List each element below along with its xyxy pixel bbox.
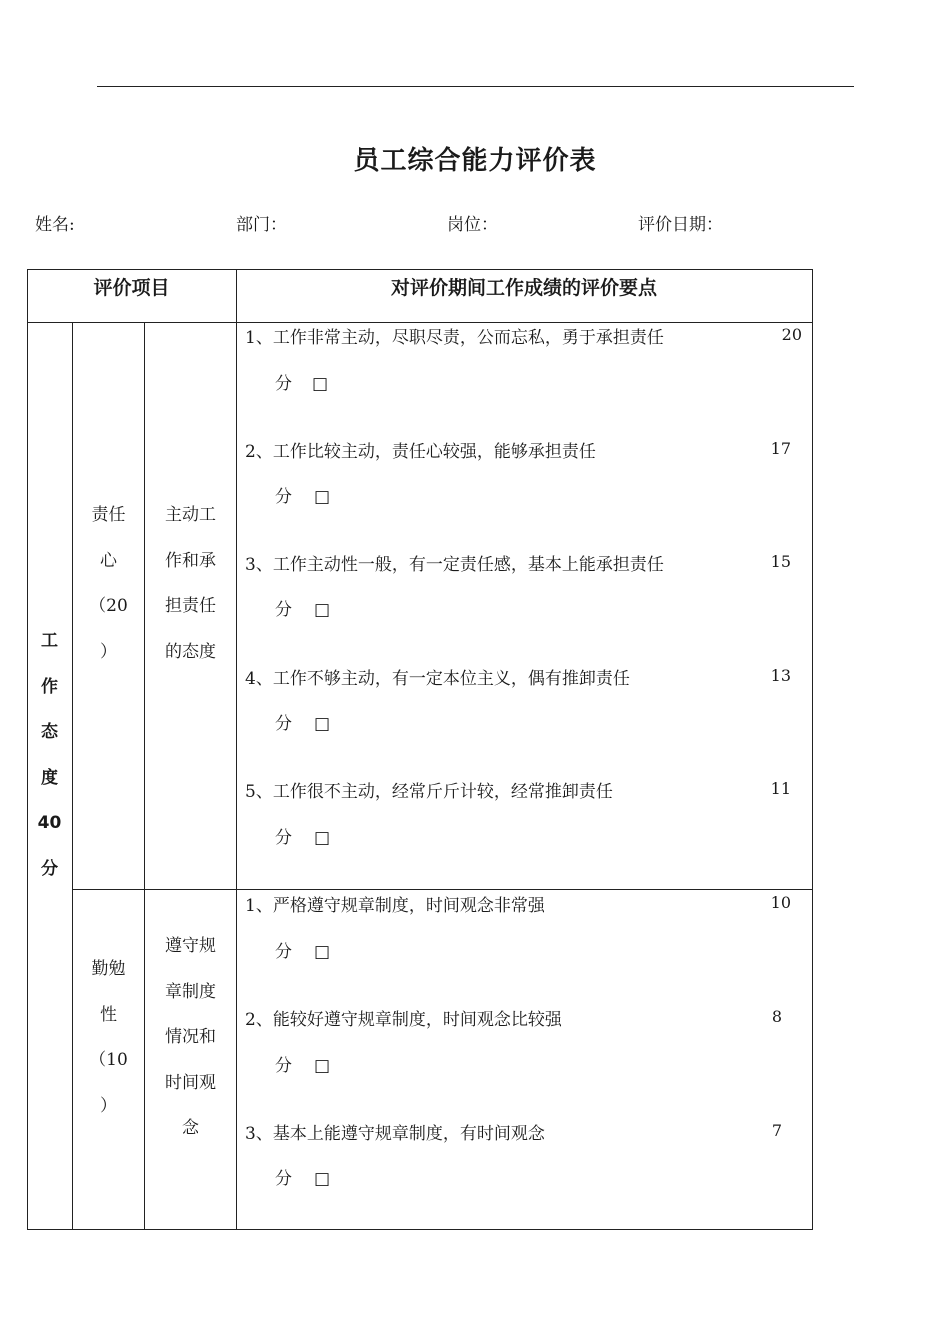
factor-line: 性 (100, 1004, 117, 1025)
position-label: 岗位： (447, 215, 498, 235)
description-line: 念 (182, 1118, 199, 1138)
criterion-unit (275, 595, 330, 620)
table-section-divider (73, 889, 813, 890)
criterion-unit (275, 1051, 330, 1076)
checkbox[interactable]: □ (314, 487, 331, 507)
criterion-score: 20 (781, 325, 802, 344)
criterion-unit (275, 709, 330, 734)
checkbox[interactable]: □ (314, 714, 331, 734)
checkbox[interactable]: □ (314, 1056, 331, 1076)
checkbox[interactable]: □ (314, 828, 331, 848)
factor-diligence (73, 947, 144, 1129)
criterion-unit (275, 482, 330, 507)
unit-text: 分 (275, 714, 292, 734)
category-char: 态 (41, 722, 58, 742)
table-border-top (27, 269, 813, 270)
criterion-score: 8 (771, 1007, 782, 1026)
criterion-text: 2、工作比较主动，责任心较强，能够承担责任 (245, 442, 596, 462)
criterion-text: 4、工作不够主动，有一定本位主义，偶有推卸责任 (245, 669, 630, 689)
table-points-divider (236, 269, 237, 1230)
criterion-text: 5、工作很不主动，经常斤斤计较，经常推卸责任 (245, 782, 613, 802)
description-line: 的态度 (165, 641, 216, 662)
description-line: 情况和 (165, 1027, 216, 1047)
description-line: 章制度 (165, 981, 216, 1002)
criterion-unit (275, 823, 330, 848)
category-char: 40 (37, 813, 62, 833)
criterion-score: 10 (770, 893, 791, 912)
criterion-text: 2、能较好遵守规章制度，时间观念比较强 (245, 1010, 562, 1030)
unit-text: 分 (275, 1056, 292, 1076)
factor-line: 心 (100, 550, 117, 571)
category-char: 分 (41, 858, 58, 879)
description-responsibility (145, 493, 236, 675)
header-evaluation-points: 对评价期间工作成绩的评价要点 (390, 277, 657, 299)
criterion-score: 7 (771, 1121, 782, 1140)
unit-text: 分 (275, 1169, 292, 1189)
description-line: 遵守规 (165, 936, 216, 956)
checkbox[interactable]: □ (314, 1169, 331, 1189)
date-label: 评价日期： (638, 215, 723, 235)
name-label: 姓名: (35, 215, 75, 235)
unit-text: 分 (275, 600, 292, 620)
criterion-score: 11 (770, 779, 791, 798)
category-char: 工 (41, 631, 58, 651)
unit-text: 分 (275, 942, 292, 962)
criterion-text: 3、工作主动性一般，有一定责任感，基本上能承担责任 (245, 555, 664, 575)
category-char: 度 (41, 767, 58, 788)
criterion-unit (275, 937, 330, 962)
checkbox[interactable]: □ (314, 942, 331, 962)
header-evaluation-item: 评价项目 (93, 277, 170, 299)
category-label (27, 619, 72, 892)
unit-text: 分 (275, 487, 292, 507)
description-diligence (145, 924, 236, 1152)
department-label: 部门： (236, 215, 287, 235)
page-title: 员工综合能力评价表 (353, 146, 597, 176)
criterion-unit (275, 1164, 330, 1189)
criterion-score: 17 (770, 439, 791, 458)
description-line: 主动工 (165, 505, 216, 525)
unit-text: 分 (275, 828, 292, 848)
checkbox[interactable]: □ (312, 374, 329, 394)
description-line: 担责任 (165, 596, 216, 616)
criterion-score: 13 (770, 666, 791, 685)
factor-line: （10 (89, 1050, 128, 1070)
criterion-score: 15 (770, 552, 791, 571)
category-char: 作 (41, 676, 58, 697)
factor-line: 勤勉 (91, 959, 126, 979)
factor-responsibility (73, 493, 144, 675)
factor-line: ） (100, 1095, 117, 1116)
criterion-unit (275, 369, 328, 394)
checkbox[interactable]: □ (314, 600, 331, 620)
factor-line: ） (100, 641, 117, 662)
criterion-text: 1、严格遵守规章制度，时间观念非常强 (245, 896, 545, 916)
factor-line: 责任 (91, 505, 126, 525)
table-border-right (812, 269, 813, 1230)
header-rule (97, 86, 854, 87)
description-line: 作和承 (165, 550, 216, 571)
criterion-text: 3、基本上能遵守规章制度，有时间观念 (245, 1124, 545, 1144)
factor-line: （20 (89, 596, 128, 616)
unit-text: 分 (275, 374, 292, 394)
description-line: 时间观 (165, 1072, 216, 1093)
criterion-text: 1、工作非常主动，尽职尽责，公而忘私，勇于承担责任 (245, 328, 664, 348)
